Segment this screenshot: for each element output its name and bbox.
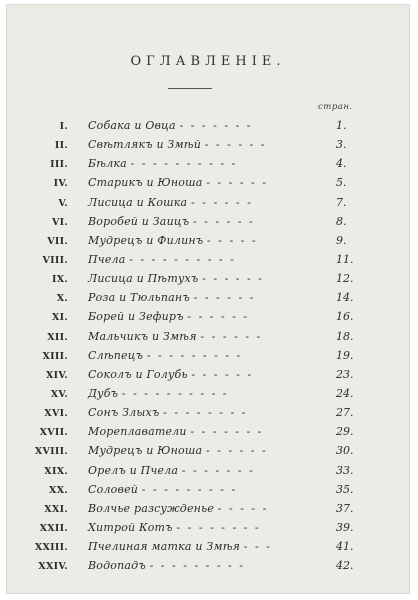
- dot-leader: - - - - - - - - -: [141, 482, 238, 496]
- entry-number: XVII.: [39, 427, 68, 439]
- entry-number: XII.: [47, 331, 68, 343]
- entry-page: 29.: [336, 425, 354, 439]
- entry-title: Волчье разсужденье: [88, 501, 215, 515]
- entry-page: 7.: [336, 195, 347, 209]
- entry-number: VI.: [51, 216, 68, 228]
- entry-page: 11.: [336, 252, 354, 266]
- toc-entry: [6, 195, 410, 214]
- dot-leader: - - - - - - - - - -: [130, 157, 238, 171]
- entry-number: XVIII.: [34, 446, 68, 458]
- page-title: ОГЛАВЛЕНІЕ.: [130, 54, 286, 69]
- entry-page: 16.: [336, 310, 354, 324]
- entry-title: Пчела: [88, 252, 126, 266]
- entry-title-line: [88, 157, 237, 170]
- entry-number: XIII.: [42, 350, 68, 362]
- book-page: [6, 4, 410, 594]
- entry-title-line: [88, 559, 245, 572]
- toc-entry: [6, 348, 410, 367]
- entry-title: Пчелиная матка и Змѣя: [88, 540, 241, 554]
- dot-leader: - - - - - -: [206, 176, 268, 190]
- dot-leader: - - - - - -: [187, 310, 250, 324]
- toc-entry: [6, 271, 410, 290]
- entry-number: XXII.: [39, 522, 68, 534]
- entry-title-line: [88, 272, 264, 285]
- entry-page: 42.: [336, 559, 354, 573]
- entry-number: XIV.: [45, 369, 68, 381]
- entry-page: 4.: [336, 157, 347, 171]
- entry-title: Свѣтлякъ и Змѣй: [88, 138, 201, 152]
- entry-page: 18.: [336, 329, 354, 343]
- entry-number: II.: [54, 140, 68, 152]
- toc-entry: [6, 214, 410, 233]
- entry-title: Хитрой Котъ: [88, 520, 173, 534]
- entry-title-line: [88, 176, 268, 189]
- entry-page: 9.: [336, 233, 347, 247]
- entry-title-line: [88, 406, 247, 419]
- entry-title: Мудрецъ и Филинъ: [88, 233, 204, 247]
- dot-leader: - - - - - -: [193, 291, 256, 305]
- entry-title: Собака и Овца: [88, 119, 176, 132]
- dot-leader: - - - - - -: [191, 195, 253, 209]
- entry-page: 12.: [336, 272, 354, 286]
- entry-title-line: [88, 310, 249, 323]
- dot-leader: - - - - - - - -: [163, 406, 248, 420]
- entry-title: Орелъ и Пчела: [88, 463, 179, 477]
- entry-number: VIII.: [42, 254, 68, 266]
- dot-leader: - - - - - - - - -: [146, 348, 243, 362]
- entry-title-line: [88, 387, 229, 400]
- entry-title: Старикъ и Юноша: [88, 176, 203, 190]
- dot-leader: - - -: [243, 540, 272, 554]
- entry-title-line: [88, 483, 237, 496]
- entry-title-line: [88, 291, 255, 304]
- entry-page: 37.: [336, 501, 354, 515]
- entry-title: Лисица и Пѣтухъ: [88, 272, 199, 286]
- entry-page: 41.: [336, 540, 354, 554]
- entry-title: Мальчикъ и Змѣя: [88, 329, 197, 343]
- entry-title-line: [88, 444, 268, 457]
- entry-page: 5.: [336, 176, 347, 190]
- entry-title-line: [88, 540, 272, 553]
- entry-number: IV.: [53, 178, 68, 190]
- entry-number: XX.: [49, 484, 68, 496]
- entry-title: Слѣпецъ: [88, 348, 144, 362]
- entry-page: 8.: [336, 214, 347, 228]
- entry-title: Водопадъ: [88, 559, 146, 573]
- entry-title-line: [88, 349, 242, 362]
- entry-page: 14.: [336, 291, 354, 305]
- entry-title: Борей и Зефиръ: [88, 310, 184, 324]
- entry-title: Бѣлка: [88, 157, 127, 171]
- dot-leader: - - - - - -: [192, 214, 255, 228]
- entry-page: 33.: [336, 463, 354, 477]
- dot-leader: - - - - -: [207, 233, 258, 247]
- entry-title: Мореплаватели: [88, 425, 187, 439]
- entry-title-line: [88, 330, 262, 343]
- entry-title-line: [88, 119, 252, 132]
- toc-entry: [6, 156, 410, 175]
- dot-leader: - - - - - - - - - -: [129, 252, 236, 266]
- toc-entry: [6, 290, 410, 309]
- entry-title-line: [88, 215, 255, 228]
- entry-title-line: [88, 464, 255, 477]
- toc-entry: [6, 367, 410, 386]
- entry-title: Сонъ Злыхъ: [88, 406, 160, 420]
- entry-title: Соколъ и Голубь: [88, 367, 188, 381]
- toc-entry: [6, 233, 410, 252]
- entry-title-line: [88, 502, 268, 515]
- dot-leader: - - - - - -: [200, 329, 263, 343]
- toc-entry: [6, 482, 410, 501]
- entry-number: IX.: [51, 274, 68, 286]
- entry-title-line: [88, 253, 236, 266]
- entry-title-line: [88, 521, 261, 534]
- entry-number: XXIII.: [34, 542, 68, 554]
- entry-number: III.: [50, 159, 68, 171]
- toc-entry: [6, 252, 410, 271]
- entry-number: XVI.: [44, 408, 68, 420]
- entry-title-line: [88, 368, 253, 381]
- dot-leader: - - - - - -: [191, 367, 254, 381]
- entry-number: XV.: [50, 388, 68, 400]
- page-column-label: стран.: [318, 102, 353, 112]
- entry-title: Дубъ: [88, 386, 119, 400]
- dot-leader: - - - - - -: [202, 272, 264, 286]
- entry-title-line: [88, 234, 258, 247]
- dot-leader: - - - - - -: [205, 444, 268, 458]
- entry-page: 23.: [336, 367, 354, 381]
- toc-entry: [6, 424, 410, 443]
- toc-entry: [6, 309, 410, 328]
- dot-leader: - - - - - - - - - -: [121, 386, 229, 400]
- dot-leader: - - - - - - -: [190, 425, 264, 439]
- entry-title: Роза и Тюльпанъ: [88, 291, 190, 305]
- entry-page: 1.: [336, 119, 347, 132]
- entry-title-line: [88, 196, 253, 209]
- toc-entry: [6, 520, 410, 539]
- entry-number: V.: [58, 197, 68, 209]
- entry-number: I.: [59, 121, 68, 132]
- entry-title: Соловей: [88, 482, 139, 496]
- dot-leader: - - - - - - - - -: [149, 559, 245, 573]
- toc-entry: [6, 175, 410, 194]
- dot-leader: - - - - - - - -: [176, 520, 261, 534]
- table-of-contents: [6, 118, 410, 577]
- toc-entry: [6, 118, 410, 137]
- dot-leader: - - - - -: [217, 501, 269, 515]
- entry-title: Мудрецъ и Юноша: [88, 444, 203, 458]
- entry-title-line: [88, 425, 263, 438]
- entry-page: 3.: [336, 138, 347, 152]
- title-rule: [168, 88, 212, 89]
- entry-number: X.: [56, 293, 68, 305]
- entry-title-line: [88, 138, 266, 151]
- toc-entry: [6, 329, 410, 348]
- entry-page: 35.: [336, 482, 354, 496]
- entry-page: 30.: [336, 444, 354, 458]
- toc-entry: [6, 501, 410, 520]
- toc-entry: [6, 405, 410, 424]
- toc-entry: [6, 539, 410, 558]
- entry-title: Воробей и Заицъ: [88, 214, 190, 228]
- toc-entry: [6, 558, 410, 577]
- entry-title: Лисица и Кошка: [88, 195, 188, 209]
- entry-number: XXI.: [44, 503, 68, 515]
- toc-entry: [6, 137, 410, 156]
- entry-number: XI.: [51, 312, 68, 324]
- entry-number: XIX.: [44, 465, 68, 477]
- entry-page: 19.: [336, 348, 354, 362]
- toc-entry: [6, 463, 410, 482]
- entry-page: 39.: [336, 520, 354, 534]
- dot-leader: - - - - - - -: [179, 119, 253, 132]
- dot-leader: - - - - - - -: [181, 463, 255, 477]
- entry-number: VII.: [47, 235, 68, 247]
- entry-page: 27.: [336, 406, 354, 420]
- entry-number: XXIV.: [38, 561, 68, 573]
- dot-leader: - - - - - -: [204, 138, 267, 152]
- toc-entry: [6, 443, 410, 462]
- toc-entry: [6, 386, 410, 405]
- entry-page: 24.: [336, 386, 354, 400]
